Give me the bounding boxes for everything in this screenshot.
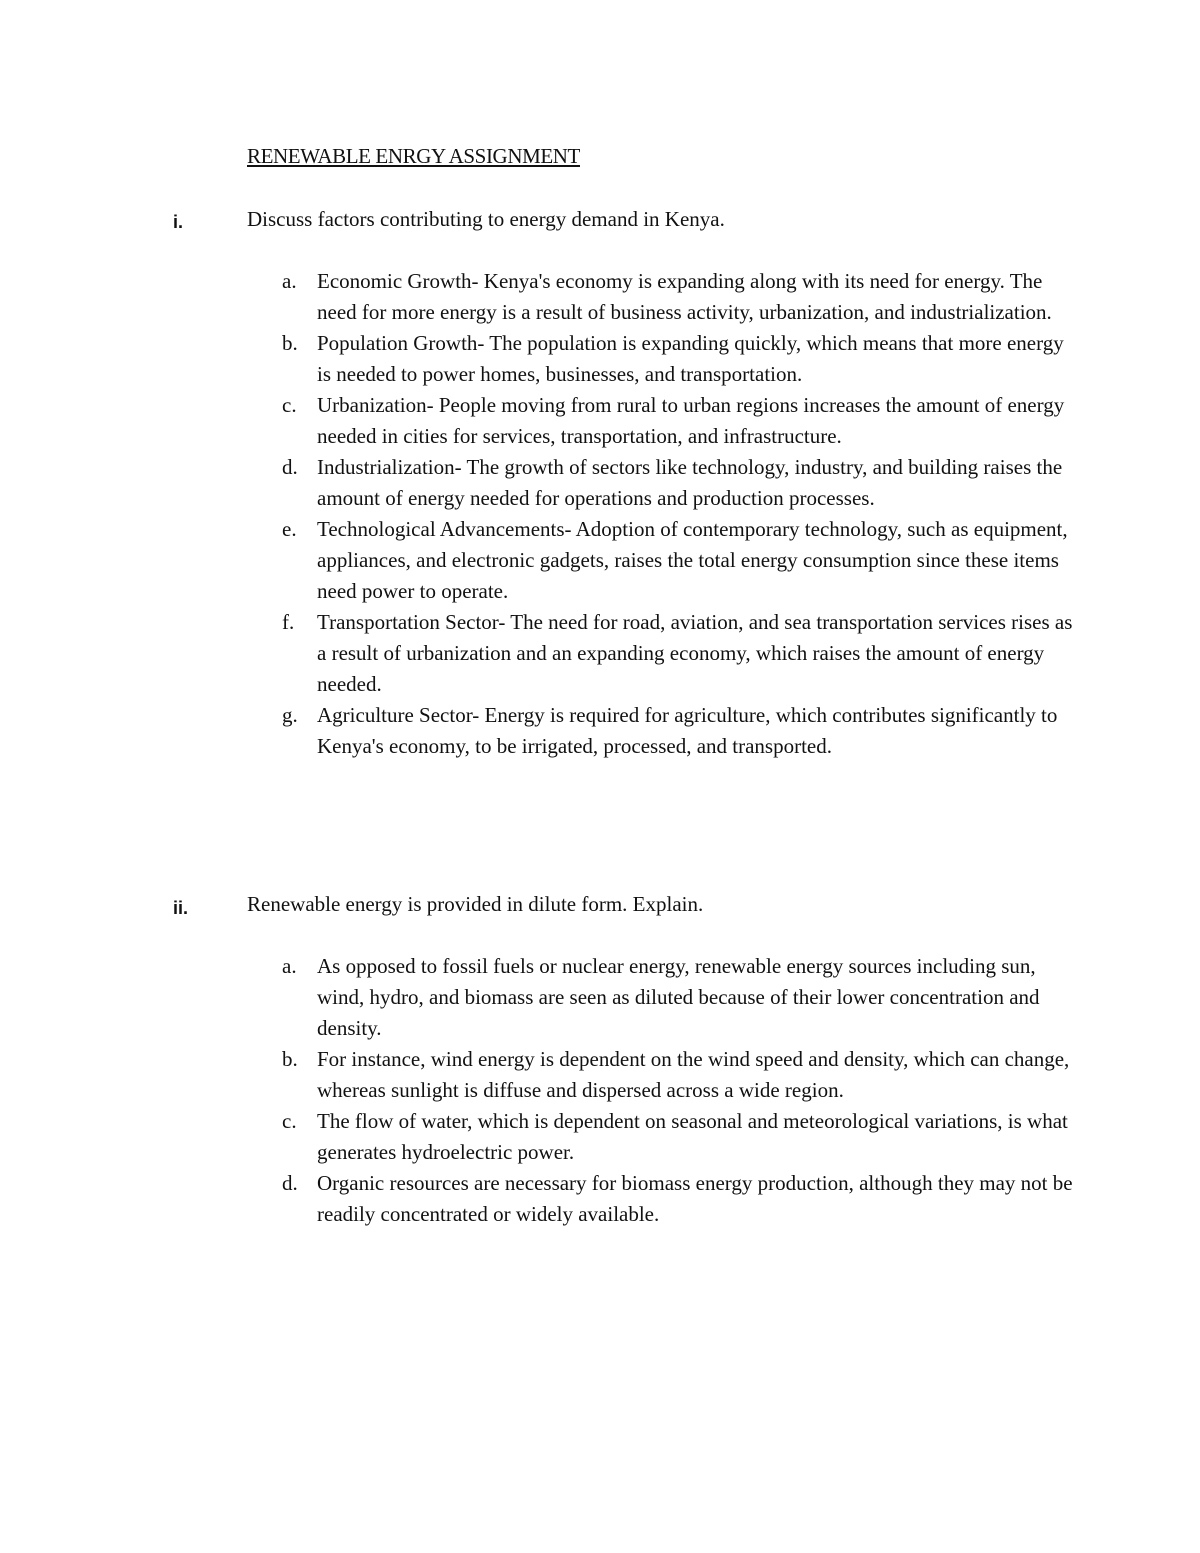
list-marker: e. xyxy=(282,517,297,541)
list-marker: d. xyxy=(282,1171,298,1195)
list-item xyxy=(282,607,1077,700)
list-item-text: Industrialization- The growth of sectors like technology, industry, and building raises the amount of energy needed for operations and production processes. xyxy=(317,455,1063,510)
question-1-answer-list xyxy=(282,266,1077,762)
list-marker: a. xyxy=(282,269,297,293)
document-title: RENEWABLE ENRGY ASSIGNMENT xyxy=(247,144,580,168)
list-item xyxy=(282,328,1077,390)
question-2-answer-list xyxy=(282,951,1077,1230)
list-item-text: Urbanization- People moving from rural to urban regions increases the amount of energy needed in cities for services, transportation, and infrastructure. xyxy=(317,393,1065,448)
list-item xyxy=(282,1168,1077,1230)
list-item-text: For instance, wind energy is dependent on the wind speed and density, which can change, whereas sunlight is diffuse and dispersed across a wide region. xyxy=(317,1047,1070,1102)
list-item-text: Population Growth- The population is expanding quickly, which means that more energy is needed to power homes, businesses, and transportation. xyxy=(317,331,1064,386)
list-item-text: As opposed to fossil fuels or nuclear energy, renewable energy sources including sun, wind, hydro, and biomass are seen as diluted because of their lower concentration and density. xyxy=(317,954,1040,1040)
list-marker: c. xyxy=(282,393,297,417)
list-item xyxy=(282,452,1077,514)
question-1-prompt: Discuss factors contributing to energy demand in Kenya. xyxy=(247,207,725,231)
list-item xyxy=(282,1044,1077,1106)
list-item-text: Economic Growth- Kenya's economy is expanding along with its need for energy. The need for more energy is a result of business activity, urbanization, and industrialization. xyxy=(317,269,1052,324)
list-item-text: Technological Advancements- Adoption of contemporary technology, such as equipment, appliances, and electronic gadgets, raises the total energy consumption since these items need power to operate. xyxy=(317,517,1068,603)
list-item-text: Organic resources are necessary for biomass energy production, although they may not be readily concentrated or widely available. xyxy=(317,1171,1073,1226)
list-item xyxy=(282,700,1077,762)
list-marker: b. xyxy=(282,331,298,355)
list-item-text: Agriculture Sector- Energy is required for agriculture, which contributes significantly to Kenya's economy, to be irrigated, processed, and transported. xyxy=(317,703,1058,758)
list-item xyxy=(282,951,1077,1044)
list-marker: b. xyxy=(282,1047,298,1071)
list-item xyxy=(282,1106,1077,1168)
list-marker: g. xyxy=(282,703,298,727)
list-item-text: Transportation Sector- The need for road, aviation, and sea transportation services rises as a result of urbanization and an expanding economy, which raises the amount of energy needed. xyxy=(317,610,1073,696)
list-item xyxy=(282,266,1077,328)
list-item xyxy=(282,514,1077,607)
question-2-number: ii. xyxy=(173,898,189,918)
list-marker: c. xyxy=(282,1109,297,1133)
list-marker: f. xyxy=(282,610,295,634)
list-marker: a. xyxy=(282,954,297,978)
list-item-text: The flow of water, which is dependent on seasonal and meteorological variations, is what generates hydroelectric power. xyxy=(317,1109,1068,1164)
question-1-number: i. xyxy=(173,212,184,232)
list-marker: d. xyxy=(282,455,298,479)
question-2-prompt: Renewable energy is provided in dilute form. Explain. xyxy=(247,892,704,916)
list-item xyxy=(282,390,1077,452)
